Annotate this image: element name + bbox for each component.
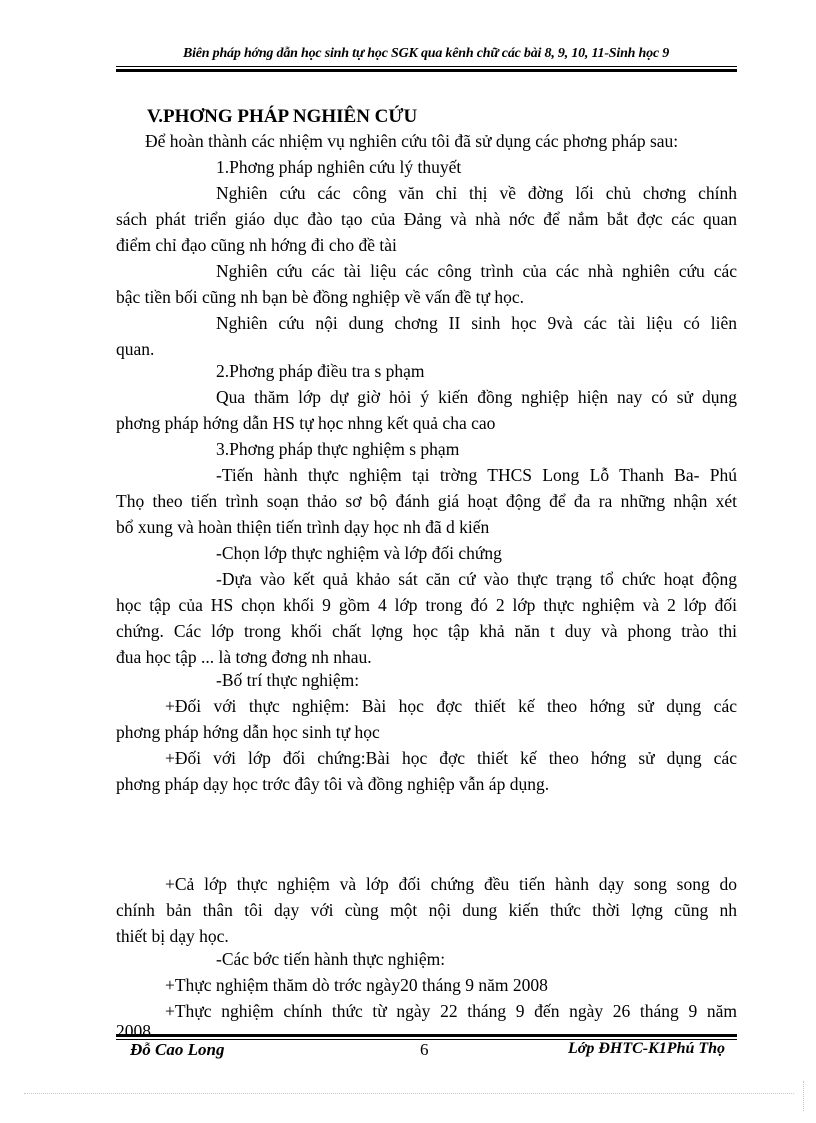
paragraph-line: Nghiên cứu nội dung chơng II sinh học 9và các tài liệu có liên xyxy=(216,313,737,333)
paragraph-line: phơng pháp hớng dẫn HS tự học nhng kết quả cha cao xyxy=(116,413,496,433)
paragraph-line: -Chọn lớp thực nghiệm và lớp đối chứng xyxy=(216,543,502,563)
paragraph-line: đua học tập ... là tơng đơng nh nhau. xyxy=(116,647,372,667)
page-corner-mark xyxy=(803,1081,804,1111)
paragraph-line: -Các bớc tiến hành thực nghiệm: xyxy=(216,949,446,969)
page-number: 6 xyxy=(420,1040,429,1059)
paragraph-line: học tập của HS chọn khối 9 gồm 4 lớp trong đó 2 lớp thực nghiệm và 2 lớp đối xyxy=(116,595,737,615)
page-edge-divider xyxy=(24,1093,794,1094)
paragraph-line: -Dựa vào kết quả khảo sát căn cứ vào thực trạng tổ chức hoạt động xyxy=(216,569,737,589)
paragraph-line: phơng pháp hớng dẫn học sinh tự học xyxy=(116,722,380,742)
header-rule-thick xyxy=(116,69,737,72)
header-rule-thin xyxy=(116,66,737,67)
running-header: Biên pháp hớng dẫn học sinh tự học SGK qua kênh chữ các bài 8, 9, 10, 11-Sinh học 9 xyxy=(182,46,670,61)
paragraph-line: -Bố trí thực nghiệm: xyxy=(216,670,360,690)
paragraph-line: chứng. Các lớp trong khối chất lợng học tập khả năn t duy và phong trào thi xyxy=(116,621,737,641)
paragraph-line: Nghiên cứu các tài liệu các công trình của các nhà nghiên cứu các xyxy=(216,261,737,281)
paragraph-line: +Cả lớp thực nghiệm và lớp đối chứng đều tiến hành dạy song song do xyxy=(165,874,737,894)
subheading: 1.Phơng pháp nghiên cứu lý thuyết xyxy=(216,157,462,177)
paragraph-line: +Thực nghiệm thăm dò trớc ngày20 tháng 9 năm 2008 xyxy=(165,975,548,995)
footer-rule-thick xyxy=(116,1034,737,1037)
paragraph-line: -Tiến hành thực nghiệm tại trờng THCS Long Lỗ Thanh Ba- Phú xyxy=(216,465,737,485)
paragraph-line: Thọ theo tiến trình soạn thảo sơ bộ đánh giá hoạt động để đa ra những nhận xét xyxy=(116,491,737,511)
paragraph-line: quan. xyxy=(116,339,155,359)
subheading: 2.Phơng pháp điều tra s phạm xyxy=(216,361,425,381)
paragraph-line: chính bản thân tôi dạy với cùng một nội dung kiến thức thời lợng cũng nh xyxy=(116,900,737,920)
footer-class: Lớp ĐHTC-K1Phú Thọ xyxy=(568,1040,726,1057)
paragraph-line: +Đối với lớp đối chứng:Bài học đợc thiết kế theo hớng sử dụng các xyxy=(165,748,737,768)
subheading: 3.Phơng pháp thực nghiệm s phạm xyxy=(216,439,460,459)
section-title: V.PHƠNG PHÁP NGHIÊN CỨU xyxy=(147,106,418,127)
paragraph-line: sách phát triển giáo dục đào tạo của Đảng và nhà nớc để nắm bắt đợc các quan xyxy=(116,209,737,229)
paragraph-line: +Thực nghiệm chính thức từ ngày 22 tháng 9 đến ngày 26 tháng 9 năm xyxy=(165,1001,737,1021)
paragraph-line: điểm chỉ đạo cũng nh hớng đi cho đề tài xyxy=(116,235,397,255)
paragraph-line: bậc tiền bối cũng nh bạn bè đồng nghiệp về vấn đề tự học. xyxy=(116,287,524,307)
paragraph-line: 2008 xyxy=(116,1021,151,1041)
footer-author: Đỗ Cao Long xyxy=(130,1040,225,1059)
paragraph-line: +Đối với thực nghiệm: Bài học đợc thiết kế theo hớng sử dụng các xyxy=(165,696,737,716)
paragraph-line: thiết bị dạy học. xyxy=(116,926,229,946)
paragraph-line: Nghiên cứu các công văn chỉ thị về đờng lối chủ chơng chính xyxy=(216,183,737,203)
paragraph-line: Để hoàn thành các nhiệm vụ nghiên cứu tôi đã sử dụng các phơng pháp sau: xyxy=(145,131,679,151)
paragraph-line: phơng pháp dạy học trớc đây tôi và đồng nghiệp vẫn áp dụng. xyxy=(116,774,550,794)
paragraph-line: Qua thăm lớp dự giờ hỏi ý kiến đồng nghiệp hiện nay có sử dụng xyxy=(216,387,737,407)
paragraph-line: bổ xung và hoàn thiện tiến trình dạy học nh đã d kiến xyxy=(116,517,490,537)
